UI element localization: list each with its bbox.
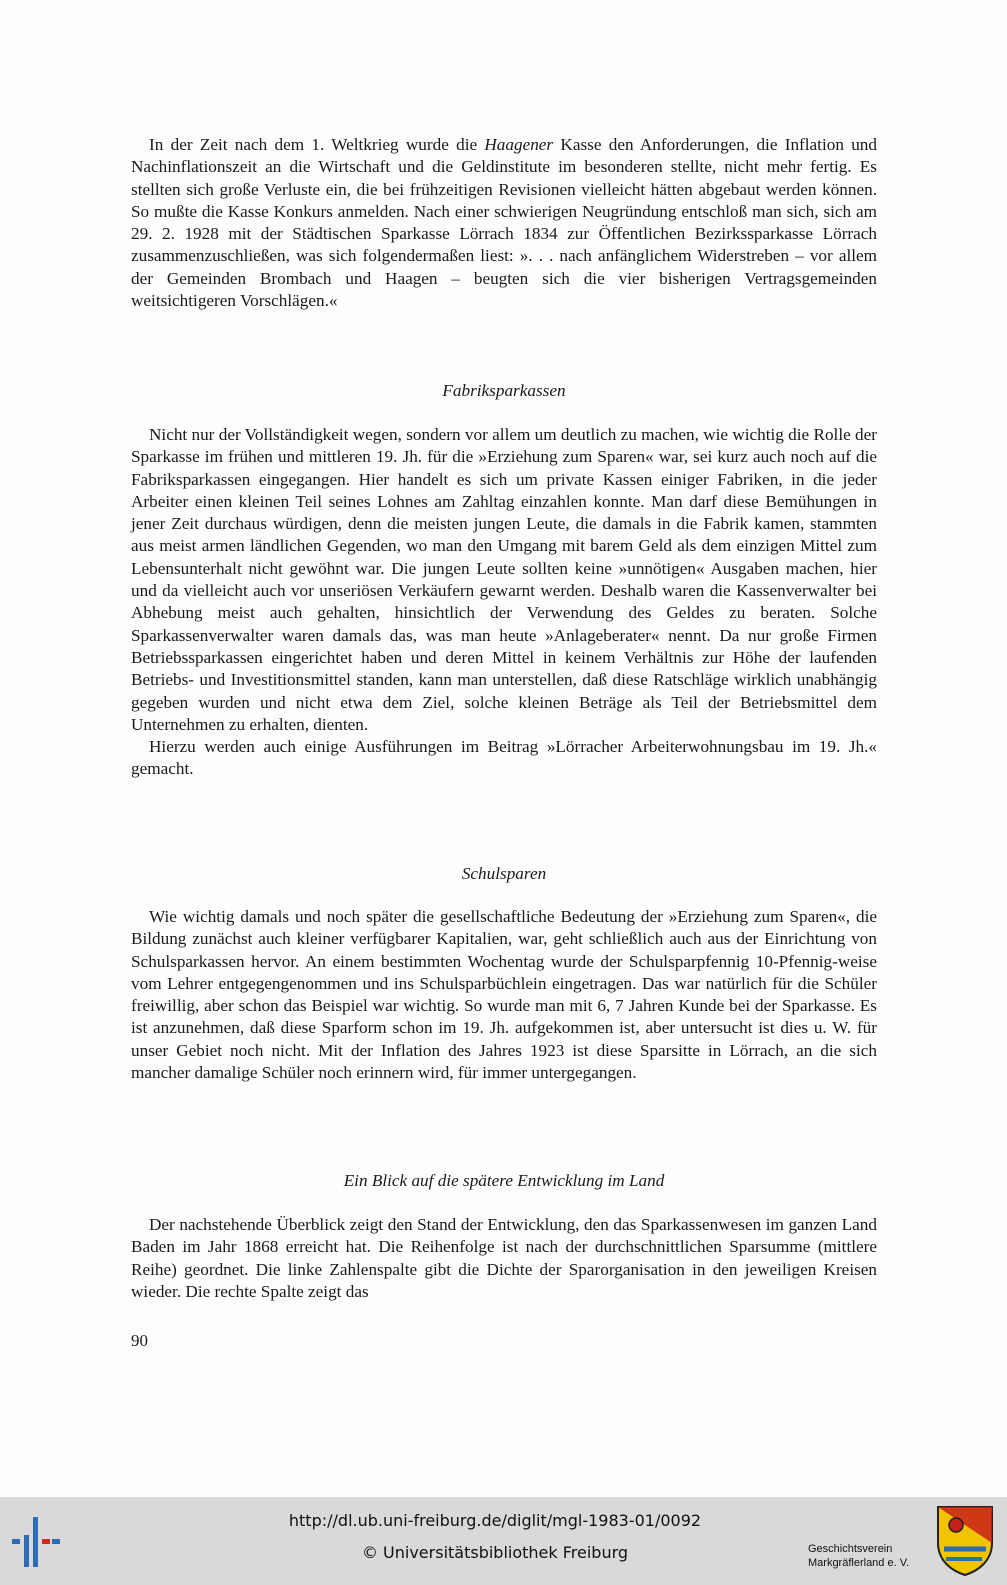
intro-italic-word: Haagener: [484, 135, 554, 154]
footer-url-link[interactable]: http://dl.ub.uni-freiburg.de/diglit/mgl-1983-01/0092: [288, 1511, 702, 1530]
paragraph-land: Der nachstehende Überblick zeigt den Stand der Entwicklung, den das Sparkassenwesen im ganzen Land Baden im Jahr 1868 erreicht hat. Die Reihenfolge ist nach der durchschnittlichen Sparsumme (mittlere Reihe) geordnet. Die linke Zahlenspalte gibt die Dichte der Sparorganisation in den jeweiligen Kreisen wieder. Die rechte Spalte zeigt das: [131, 1215, 877, 1301]
section-schulsparen: [131, 906, 877, 1084]
section-fabriksparkassen: [131, 424, 877, 781]
heading-fabriksparkassen: Fabriksparkassen: [442, 381, 566, 400]
paragraph-intro: [131, 134, 877, 312]
heading-entwicklung-land: Ein Blick auf die spätere Entwicklung im Land: [343, 1171, 665, 1190]
footer-bar: [0, 1497, 1007, 1585]
society-name-line2: Markgräflerland e. V.: [808, 1557, 910, 1569]
society-name: [808, 1542, 938, 1570]
page-number: 90: [131, 1331, 148, 1350]
heading-schulsparen: Schulsparen: [461, 864, 547, 883]
paragraph-intro-block: [131, 134, 877, 312]
section-entwicklung-land: [131, 1214, 877, 1303]
intro-rest: Kasse den Anforderungen, die Inflation und Nachinflationszeit an die Wirtschaft und die Geldinstitute im besonderen stellte, nicht mehr fertig. Es stellten sich große Verluste ein, die bei frühzeitigen Revisionen vielleicht hätten abgebaut werden können. So mußte die Kasse Konkurs anmelden. Nach einer schwierigen Neugründung entschloß man sich, sich am 29. 2. 1928 mit der Städtischen Sparkasse Lörrach 1834 zur Öffentlichen Bezirkssparkasse Lörrach zusammenzuschließen, was sich folgendermaßen liest: ». . . nach anfänglichem Widerstreben – vor allem der Gemeinden Brombach und Haagen – beugten sich die vier bisherigen Vertragsgemeinden weitsichtigeren Vorschlägen.«: [131, 135, 877, 311]
paragraph-schul: Wie wichtig damals und noch später die gesellschaftliche Bedeutung der »Erziehung zum Sparen«, die Bildung zunächst auch kleiner verfügbarer Kapitalien, war, geht schließlich auch aus der Einrichtung von Schulsparkassen hervor. An einem bestimmten Wochentag wurde der Schulsparpfennig 10-Pfennig-weise vom Lehrer entgegengenommen und ins Schulsparbüchlein eingetragen. Das war natürlich für die Schüler freiwillig, aber schon das Beispiel war wichtig. So wurde man mit 6, 7 Jahren Kunde bei der Sparkasse. Es ist anzunehmen, daß diese Sparform schon im 19. Jh. aufgekommen ist, aber untersucht ist dies u. W. für unser Gebiet noch nicht. Mit der Inflation des Jahres 1923 ist diese Sparsitte in Lörrach, an die sich mancher damalige Schüler noch erinnern wird, für immer untergegangen.: [131, 907, 877, 1083]
intro-prefix: In der Zeit nach dem 1. Weltkrieg wurde die: [149, 135, 485, 154]
society-name-line1: Geschichtsverein: [808, 1543, 893, 1555]
markgraeflerland-crest-icon: [936, 1505, 994, 1577]
ub-freiburg-logo-icon: [8, 1513, 64, 1571]
paragraph-fabrik-1: Nicht nur der Vollständigkeit wegen, sondern vor allem um deutlich zu machen, wie wichtig die Rolle der Sparkasse im frühen und mittleren 19. Jh. für die »Erziehung zum Sparen« war, sei kurz auch noch auf die Fabriksparkassen eingegangen. Hier handelt es sich um private Kassen einiger Fabriken, in die jeder Arbeiter einen kleinen Teil seines Lohnes am Zahltag einzahlen konnte. Man darf diese Bemühungen in jener Zeit durchaus würdigen, denn die meisten jungen Leute, die damals in die Fabrik kamen, stammten aus meist armen ländlichen Gegenden, wo man den Umgang mit barem Geld als dem einzigen Mittel zum Lebensunterhalt nicht gewöhnt war. Die jungen Leute sollten keine »unnötigen« Ausgaben machen, hier und da vielleicht auch vor unseriösen Verkäufern gewarnt werden. Deshalb waren die Kassenverwalter bei Abhebung meist auch gehalten, hinsichtlich der Verwendung des Geldes zu beraten. Solche Sparkassenverwalter waren damals das, was man heute »Anlageberater« nennt. Da nur große Firmen Betriebssparkassen eingerichtet haben und deren Mittel in keinem Verhältnis zur Höhe der laufenden Betriebs- und Investitionsmittel standen, kann man unterstellen, daß diese Ratschläge wirklich unabhängig gegeben wurden und nicht etwa dem Ziel, solche kleinen Beträge als Teil der Betriebsmittel dem Unternehmen zu erhalten, dienten.: [131, 425, 877, 734]
paragraph-fabrik-2: Hierzu werden auch einige Ausführungen im Beitrag »Lörracher Arbeiterwohnungsbau im 19. Jh.« gemacht.: [131, 737, 877, 779]
footer-copyright: © Universitätsbibliothek Freiburg: [361, 1543, 629, 1562]
